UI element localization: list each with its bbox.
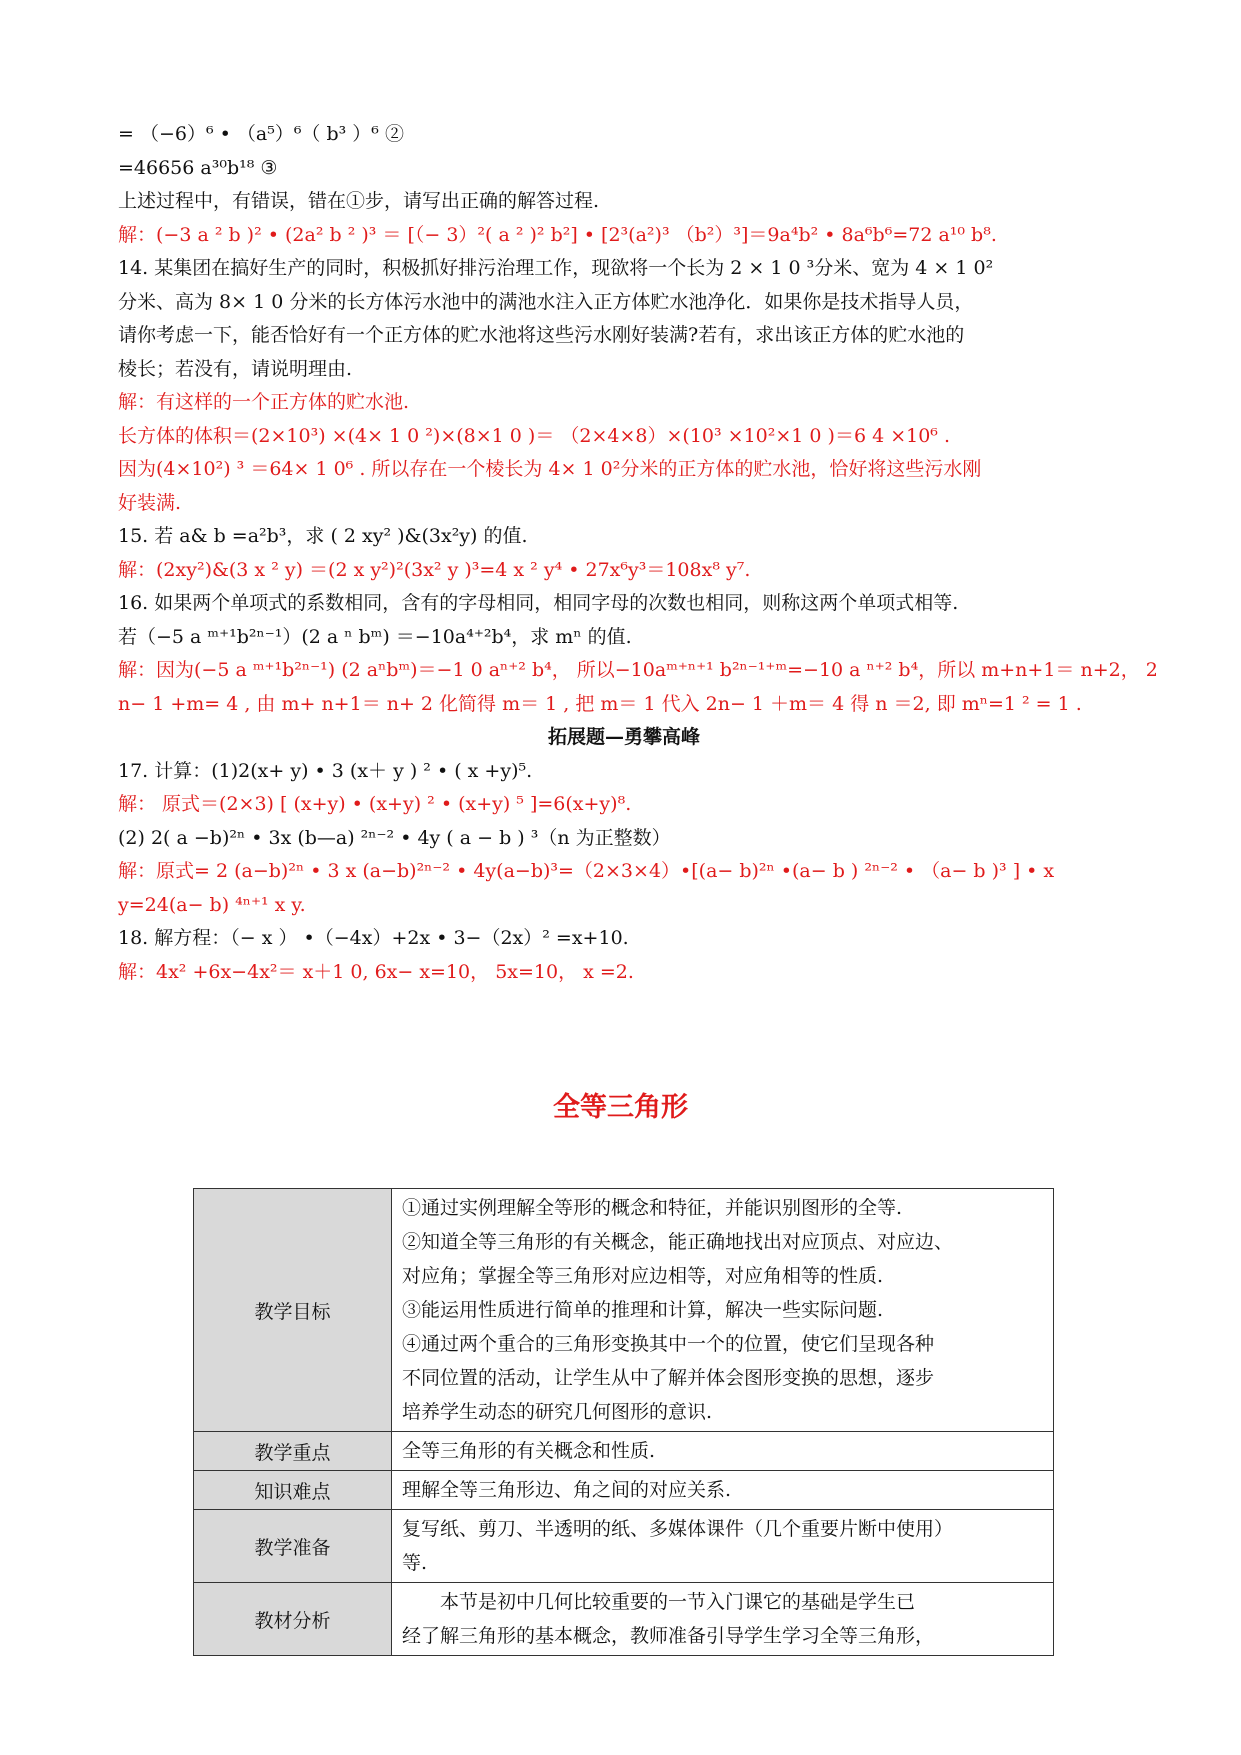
text-line: 14. 某集团在搞好生产的同时，积极抓好排污治理工作，现欲将一个长为 2 × 1 0 ³分米、宽为 4 × 1 0² <box>118 257 994 279</box>
text-line: 上述过程中，有错误，错在①步，请写出正确的解答过程. <box>118 190 600 212</box>
text-line: 若（−5 a ᵐ⁺¹b²ⁿ⁻¹）(2 a ⁿ bᵐ) ＝−10a⁴⁺²b⁴，求 mⁿ 的值. <box>118 625 632 648</box>
row-label: 教学重点 <box>194 1432 392 1471</box>
content-line: 全等三角形的有关概念和性质. <box>402 1440 656 1462</box>
text-line: 15. 若 a& b =a²b³，求 ( 2 xy² )&(3x²y) 的值. <box>118 525 528 547</box>
row-content <box>392 1510 1054 1583</box>
content-line: 等. <box>402 1552 428 1574</box>
row-label: 教学目标 <box>194 1189 392 1432</box>
text-line: (2) 2( a −b)²ⁿ • 3x (b—a) ²ⁿ⁻² • 4y ( a − b ) ³（n 为正整数） <box>118 826 671 849</box>
answer-line: 长方体的体积＝(2×10³) ×(4× 1 0 ²)×(8×1 0 )＝ （2×4×8）×(10³ ×10²×1 0 )＝6 4 ×10⁶ . <box>118 424 951 447</box>
section-heading: 拓展题—勇攀高峰 <box>547 726 700 748</box>
text-line: 16. 如果两个单项式的系数相同，含有的字母相同，相同字母的次数也相同，则称这两个单项式相等. <box>118 592 959 614</box>
content-line: ④通过两个重合的三角形变换其中一个的位置，使它们呈现各种 <box>402 1333 935 1355</box>
row-content <box>392 1189 1054 1432</box>
content-line: 对应角；掌握全等三角形对应边相等，对应角相等的性质. <box>402 1265 884 1287</box>
content-line: 培养学生动态的研究几何图形的意识. <box>402 1401 713 1423</box>
content-line: 本节是初中几何比较重要的一节入门课它的基础是学生已 <box>440 1591 916 1613</box>
content-line: ①通过实例理解全等形的概念和特征，并能识别图形的全等. <box>402 1197 903 1219</box>
table-row <box>194 1583 1054 1656</box>
text-line: 棱长；若没有，请说明理由. <box>118 357 353 380</box>
content-line: 复写纸、剪刀、半透明的纸、多媒体课件（几个重要片断中使用） <box>402 1518 954 1540</box>
content-line: ②知道全等三角形的有关概念，能正确地找出对应顶点、对应边、 <box>402 1231 954 1253</box>
text-line: = （−6）⁶ • （a⁵）⁶（ b³ ）⁶ ② <box>118 123 404 145</box>
text-line: 分米、高为 8× 1 0 分米的长方体污水池中的满池水注入正方体贮水池净化．如果你是技术指导人员， <box>118 290 974 313</box>
content-line: 理解全等三角形边、角之间的对应关系. <box>402 1479 732 1501</box>
answer-line: 好装满. <box>118 491 182 514</box>
answer-line: 解：因为(−5 a ᵐ⁺¹b²ⁿ⁻¹) (2 aⁿbᵐ)＝−1 0 aⁿ⁺² b⁴， 所以−10aᵐ⁺ⁿ⁺¹ b²ⁿ⁻¹⁺ᵐ=−10 a ⁿ⁺² b⁴，所以 m+n+1＝ n+2， 2 <box>118 659 1158 681</box>
text-line: =46656 a³⁰b¹⁸ ③ <box>118 156 278 179</box>
row-content <box>392 1583 1054 1656</box>
section-title: 全等三角形 <box>553 1092 688 1123</box>
document-body <box>118 118 1158 989</box>
table-row <box>194 1471 1054 1510</box>
answer-line: 解：4x² +6x−4x²＝ x＋1 0, 6x− x=10， 5x=10， x =2. <box>118 960 634 983</box>
row-label: 教材分析 <box>194 1583 392 1656</box>
row-content <box>392 1432 1054 1471</box>
table-row <box>194 1432 1054 1471</box>
answer-line: 解：(−3 a ² b )² • (2a² b ² )³ ＝ [（− 3）²( a ² )² b²] • [2³(a²)³ （b²）³]＝9a⁴b² • 8a⁶b⁶=72 a¹⁰ b⁸. <box>118 223 997 246</box>
answer-line: 解：有这样的一个正方体的贮水池. <box>118 391 410 413</box>
table-row <box>194 1189 1054 1432</box>
lesson-plan-table <box>193 1188 1054 1656</box>
answer-line: 解：原式= 2 (a−b)²ⁿ • 3 x (a−b)²ⁿ⁻² • 4y(a−b)³=（2×3×4）•[(a− b)²ⁿ •(a− b ) ²ⁿ⁻² • （a− b )³ ] • x <box>118 860 1055 882</box>
text-line: 17. 计算：(1)2(x+ y) • 3 (x＋ y ) ² • ( x +y)⁵. <box>118 759 533 782</box>
row-label: 教学准备 <box>194 1510 392 1583</box>
row-label: 知识难点 <box>194 1471 392 1510</box>
content-line: 不同位置的活动，让学生从中了解并体会图形变换的思想，逐步 <box>402 1367 935 1389</box>
text-line: 请你考虑一下，能否恰好有一个正方体的贮水池将这些污水刚好装满?若有，求出该正方体的贮水池的 <box>118 324 965 346</box>
content-line: 经了解三角形的基本概念，教师准备引导学生学习全等三角形， <box>402 1625 935 1647</box>
text-line: 18. 解方程：（− x ） •（−4x）+2x • 3−（2x）² =x+10. <box>118 927 629 949</box>
row-content <box>392 1471 1054 1510</box>
table-row <box>194 1510 1054 1583</box>
answer-line: y=24(a− b) ⁴ⁿ⁺¹ x y. <box>118 893 306 916</box>
answer-line: n− 1 +m= 4 , 由 m+ n+1＝ n+ 2 化简得 m＝ 1 , 把 m＝ 1 代入 2n− 1 ＋m＝ 4 得 n ＝2, 即 mⁿ=1 ² = 1 . <box>118 692 1082 715</box>
answer-line: 解： 原式＝(2×3) [ (x+y) • (x+y) ² • (x+y) ⁵ ]=6(x+y)⁸. <box>118 793 632 815</box>
content-line: ③能运用性质进行简单的推理和计算，解决一些实际问题. <box>402 1299 884 1321</box>
answer-line: 因为(4×10²) ³ ＝64× 1 0⁶ . 所以存在一个棱长为 4× 1 0²分米的正方体的贮水池，恰好将这些污水刚 <box>118 458 982 480</box>
answer-line: 解：(2xy²)&(3 x ² y) ＝(2 x y²)²(3x² y )³=4 x ² y⁴ • 27x⁶y³＝108x⁸ y⁷. <box>118 558 751 581</box>
